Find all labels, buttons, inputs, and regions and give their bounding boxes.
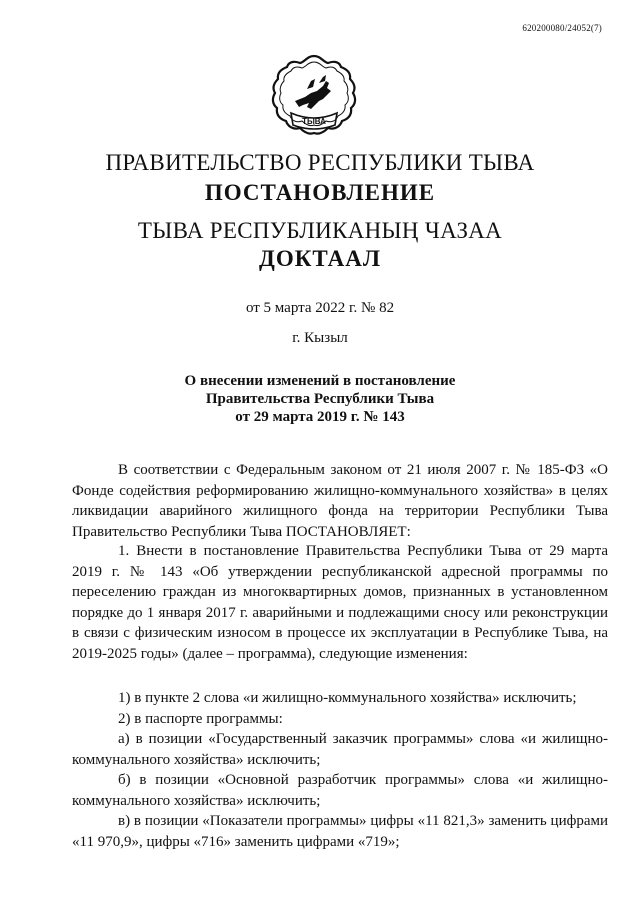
list-item: в) в позиции «Показатели программы» цифры «11 821,3» заменить цифрами «11 970,9», цифры «716» заменить цифрами «719»; (72, 813, 608, 850)
org-name-ru: ПРАВИТЕЛЬСТВО РЕСПУБЛИКИ ТЫВА (105, 150, 535, 175)
changes-list (72, 688, 608, 852)
title-line: Правительства Республики Тыва (205, 391, 435, 407)
doc-type-ru: ПОСТАНОВЛЕНИЕ (204, 180, 436, 205)
doc-date: от 5 марта 2022 г. № 82 (245, 300, 395, 316)
doc-title (0, 372, 640, 426)
list-item: а) в позиции «Государственный заказчик программы» слова «и жилищно-коммунального хозяйства» исключить; (72, 731, 608, 768)
emblem-text: ТЫВА (302, 117, 326, 126)
title-line: О внесении изменений в постановление (184, 373, 456, 389)
doc-city: г. Кызыл (292, 330, 348, 346)
item-1-paragraph: 1. Внести в постановление Правительства Республики Тыва от 29 марта 2019 г. № 143 «Об утверждении республиканской адресной программы по переселению граждан из многоквартирных домов, признанных в установленном порядке до 1 января 2017 г. аварийными и подлежащими сносу или реконструкции в связи с физическим износом в процессе их эксплуатации в Республике Тыва, на 2019-2025 годы» (далее – программа), следующие изменения: (72, 543, 608, 662)
org-name-tyv: ТЫВА РЕСПУБЛИКАНЫҢ ЧАЗАА (137, 218, 503, 243)
document-number: 620200080/24052(7) (522, 23, 602, 33)
doc-type-tyv: ДОКТААЛ (259, 246, 381, 271)
preamble-paragraph: В соответствии с Федеральным законом от 21 июля 2007 г. № 185-ФЗ «О Фонде содействия реформированию жилищно-коммунального хозяйства» в целях ликвидации аварийного жилищного фонда на территории Республики Тыва Правительство Республики Тыва ПОСТАНОВЛЯЕТ: (72, 462, 608, 540)
list-item: 2) в паспорте программы: (118, 710, 283, 727)
list-item: 1) в пункте 2 слова «и жилищно-коммунального хозяйства» исключить; (118, 690, 577, 706)
list-item: б) в позиции «Основной разработчик программы» слова «и жилищно-коммунального хозяйства» исключить; (72, 772, 608, 809)
tuva-emblem-icon (271, 53, 357, 145)
title-line: от 29 марта 2019 г. № 143 (235, 409, 405, 425)
